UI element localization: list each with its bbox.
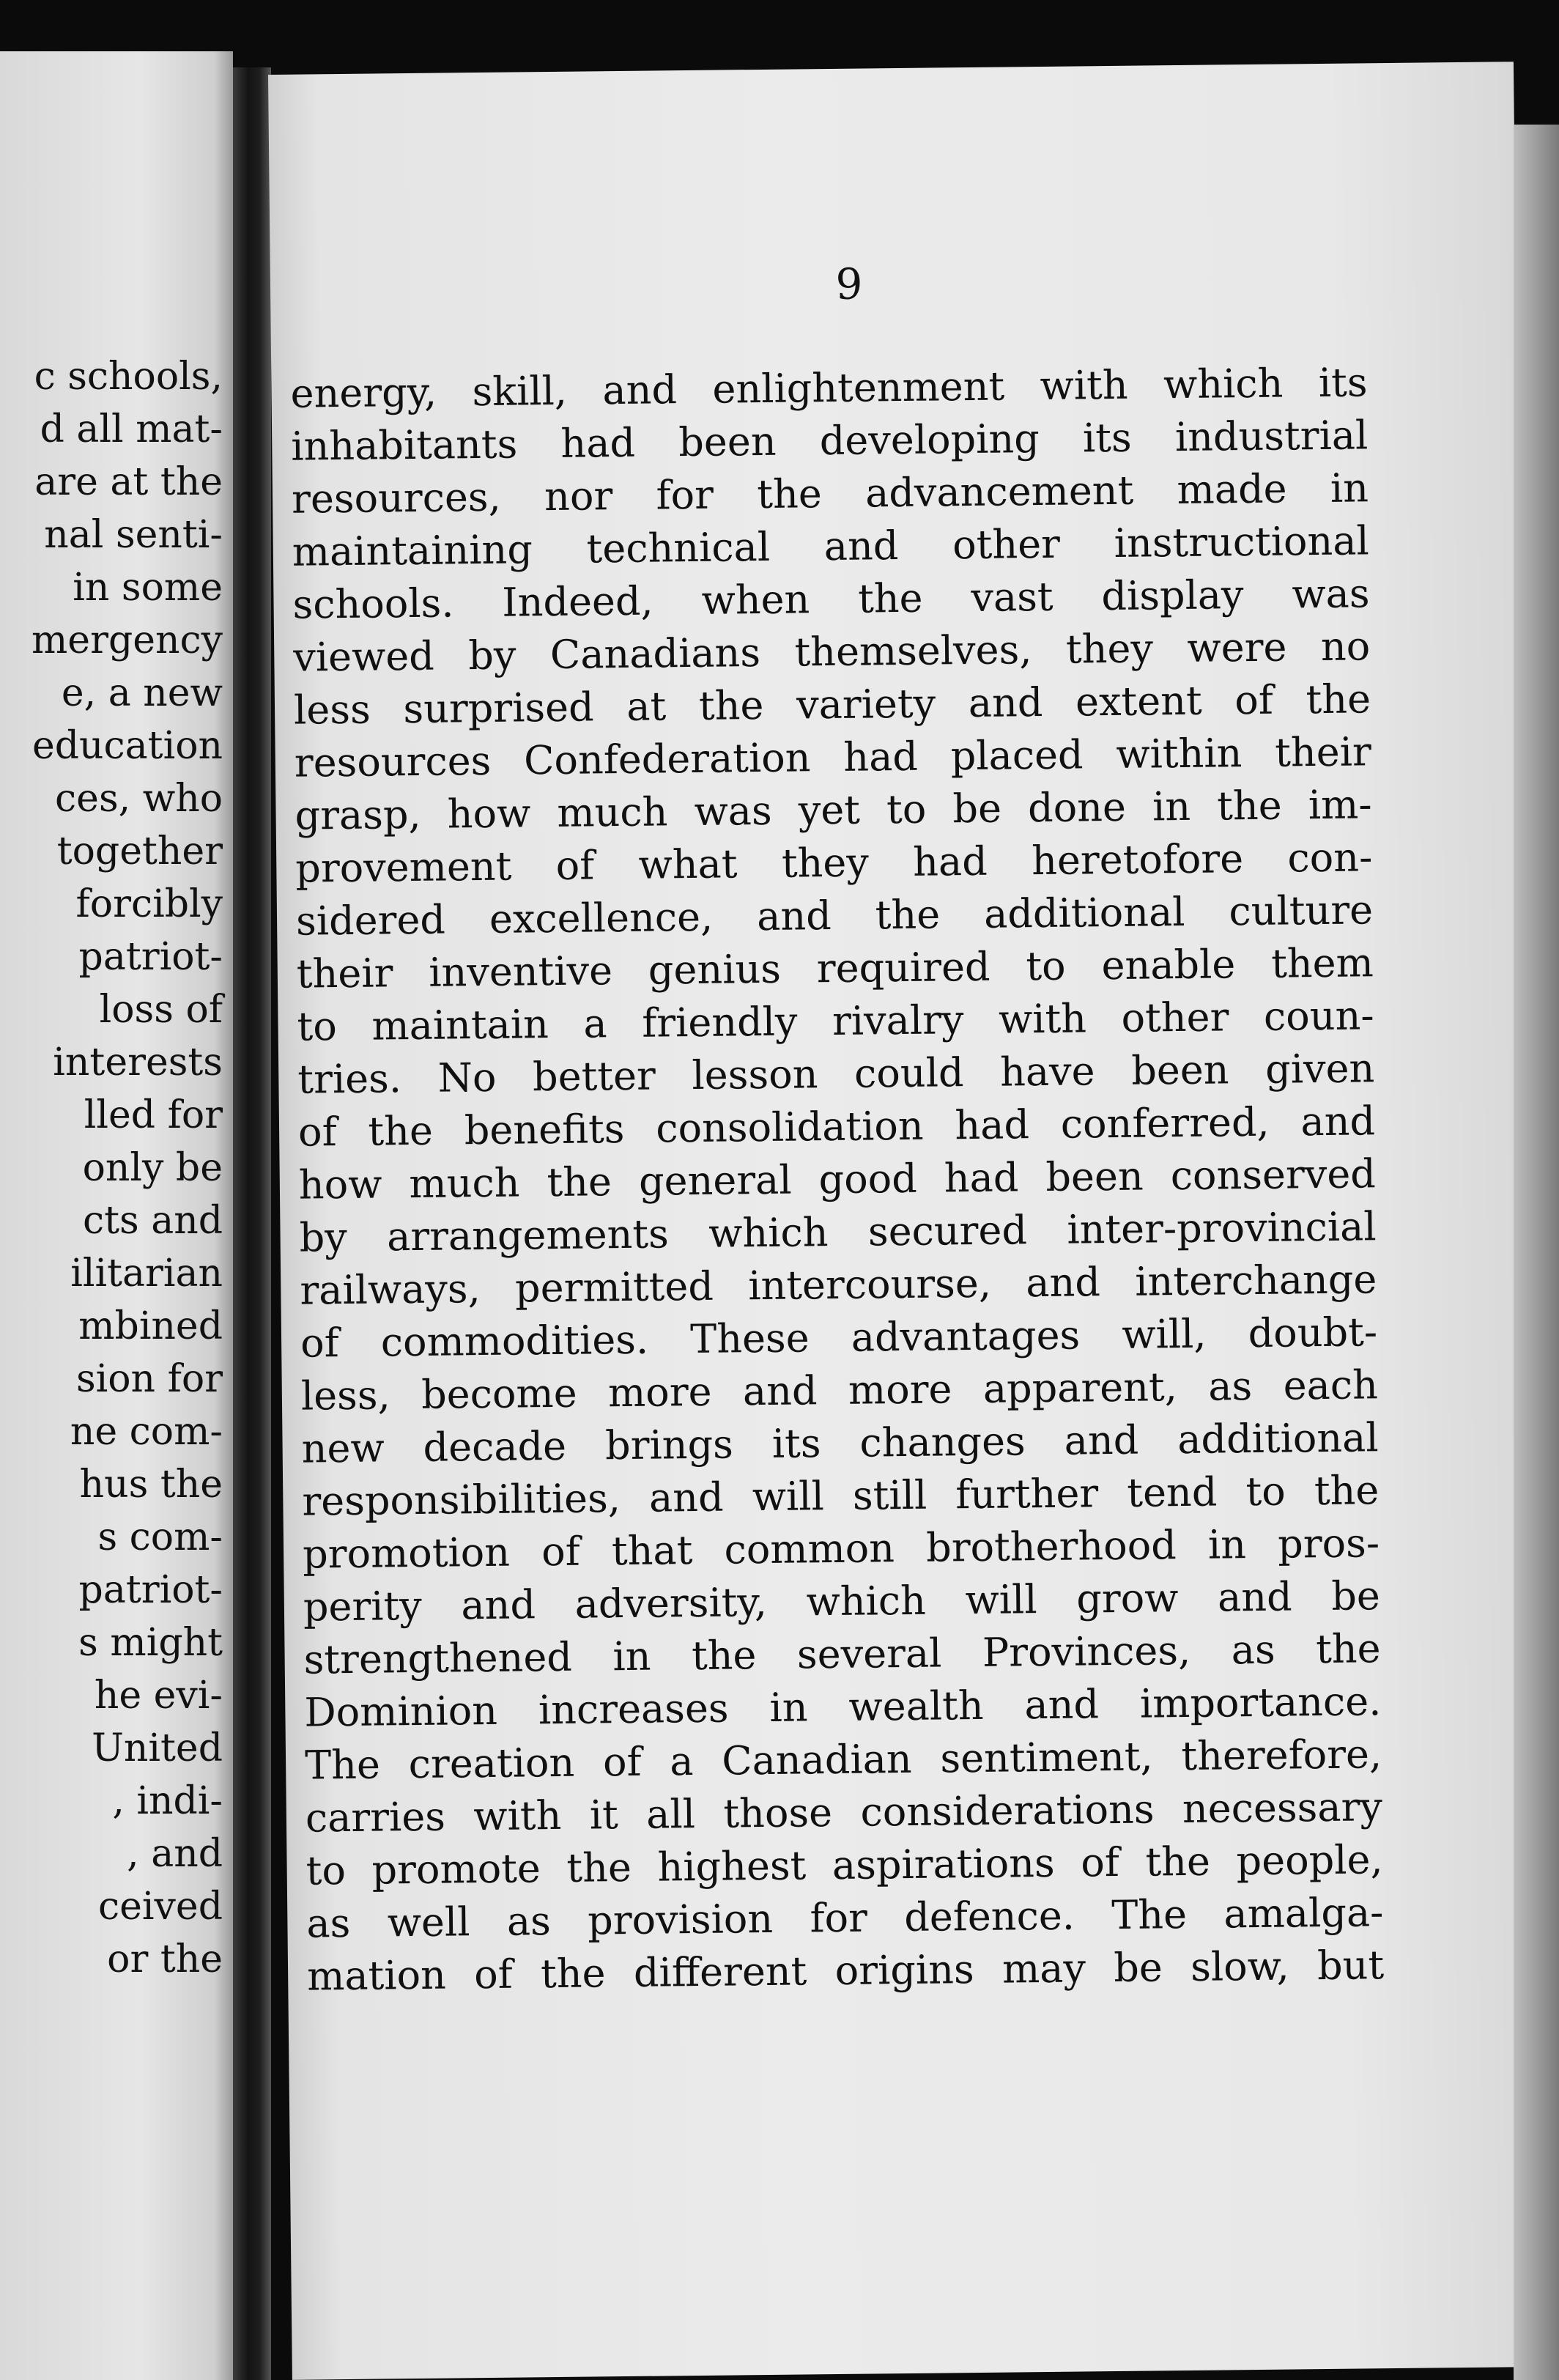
left-line: patriot- — [78, 935, 223, 979]
text-line: energy, skill, and enlightenment with which its — [290, 359, 1368, 417]
text-line: mation of the different origins may be slow, but — [306, 1942, 1385, 2000]
left-line: United — [92, 1726, 223, 1770]
left-line: c schools, — [34, 355, 223, 399]
text-line: less surprised at the variety and extent of the — [293, 676, 1371, 733]
left-line: e, a new — [61, 671, 223, 715]
left-line: hus the — [79, 1463, 223, 1507]
left-line: he evi- — [94, 1674, 223, 1718]
text-line: new decade brings its changes and additional — [301, 1414, 1379, 1472]
text-line: responsibilities, and will still further tend to the — [302, 1467, 1380, 1525]
left-line: forcibly — [75, 882, 223, 926]
left-line: , indi- — [112, 1779, 223, 1823]
text-line: promotion of that common brotherhood in pros- — [302, 1520, 1380, 1578]
text-line: as well as provision for defence. The amalga- — [306, 1889, 1384, 1947]
text-line: perity and adversity, which will grow and be — [303, 1572, 1381, 1630]
text-line: to maintain a friendly rivalry with other coun- — [297, 992, 1374, 1050]
left-line: interests — [53, 1041, 223, 1084]
text-line: grasp, how much was yet to be done in the im- — [295, 781, 1372, 839]
left-line: s might — [78, 1621, 223, 1665]
text-line: carries with it all those considerations necessary — [305, 1784, 1383, 1841]
left-line: in some — [73, 566, 223, 610]
page-number: 9 — [835, 259, 863, 309]
text-line: railways, permitted intercourse, and interchange — [300, 1256, 1377, 1314]
left-facing-page — [0, 51, 233, 2380]
page-edge — [1514, 125, 1559, 2380]
text-line: less, become more and more apparent, as each — [300, 1361, 1379, 1419]
left-line: loss of — [99, 988, 223, 1032]
left-line: only be — [82, 1146, 223, 1190]
text-line: how much the general good had been conserved — [298, 1150, 1377, 1208]
left-line: mbined — [78, 1304, 223, 1348]
text-line: maintaining technical and other instructional — [292, 517, 1370, 575]
left-page-text — [0, 350, 223, 1986]
text-line: inhabitants had been developing its industrial — [290, 412, 1369, 470]
text-line: sidered excellence, and the additional culture — [295, 887, 1374, 945]
body-text — [290, 356, 1384, 2003]
left-line: , and — [127, 1832, 223, 1876]
book-gutter — [233, 67, 271, 2380]
text-line: of commodities. These advantages will, doubt- — [300, 1309, 1378, 1367]
left-line: patriot- — [78, 1568, 223, 1612]
text-line: of the benefits consolidation had conferred, and — [297, 1098, 1376, 1156]
left-line: cts and — [82, 1199, 223, 1243]
left-line: education — [32, 724, 223, 768]
text-line: viewed by Canadians themselves, they were no — [292, 623, 1371, 681]
left-line: s com- — [97, 1515, 223, 1559]
left-line: lled for — [84, 1093, 223, 1137]
text-line: tries. No better lesson could have been given — [297, 1045, 1375, 1103]
text-line: to promote the highest aspirations of the people, — [305, 1836, 1383, 1894]
left-line: are at the — [34, 460, 223, 504]
left-line: d all mat- — [40, 407, 223, 451]
text-line: resources Confederation had placed within their — [294, 728, 1372, 786]
text-line: resources, nor for the advancement made in — [291, 465, 1369, 522]
text-line: schools. Indeed, when the vast display was — [292, 570, 1370, 628]
text-line: provement of what they had heretofore con- — [295, 834, 1373, 892]
right-page — [268, 62, 1538, 2380]
left-line: together — [56, 829, 223, 873]
text-line: their inventive genius required to enable them — [296, 939, 1374, 997]
left-line: ces, who — [55, 777, 223, 821]
left-line: mergency — [32, 618, 223, 662]
left-line: ilitarian — [70, 1252, 223, 1296]
left-line: ne com- — [70, 1410, 223, 1454]
left-line: or the — [107, 1937, 223, 1981]
text-line: by arrangements which secured inter-provincial — [299, 1203, 1377, 1261]
text-line: Dominion increases in wealth and importance. — [304, 1678, 1382, 1736]
left-line: sion for — [75, 1357, 223, 1401]
text-line: strengthened in the several Provinces, as the — [303, 1625, 1381, 1683]
text-line: The creation of a Canadian sentiment, therefore, — [304, 1731, 1382, 1789]
left-line: ceived — [98, 1885, 223, 1929]
left-line: nal senti- — [44, 513, 223, 557]
